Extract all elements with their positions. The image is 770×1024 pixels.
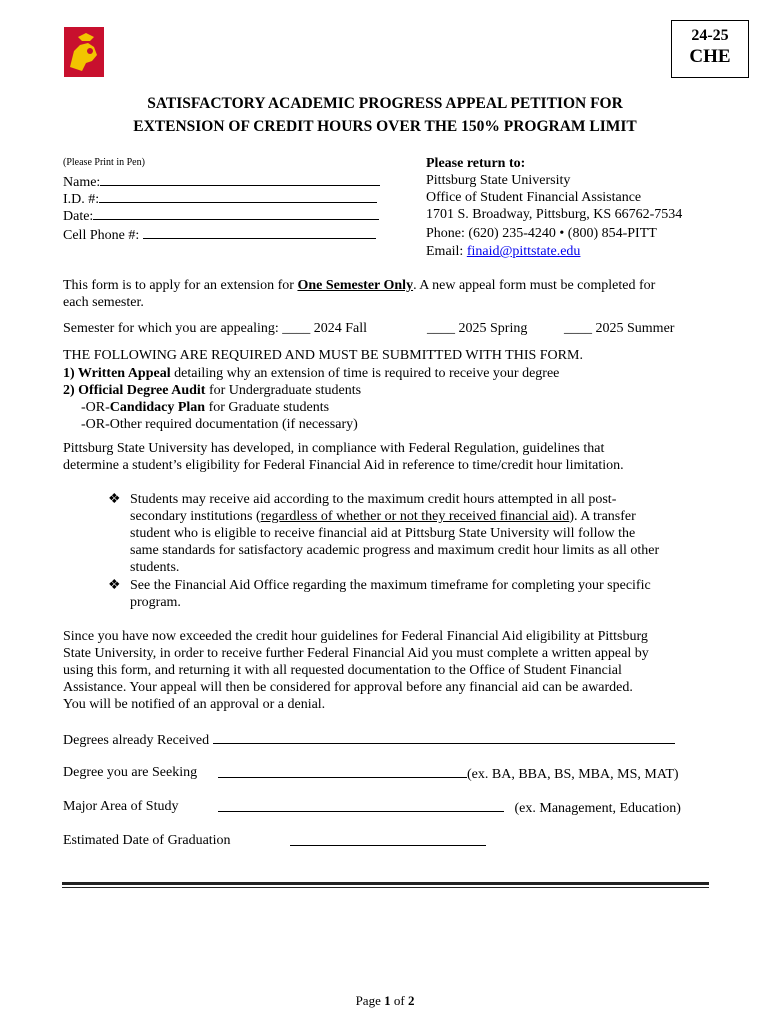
phone-input-line[interactable] (143, 225, 376, 239)
graduation-input-line[interactable] (290, 832, 486, 846)
page-number (0, 993, 770, 1009)
policy-line1: Pittsburg State University has developed, in compliance with Federal Regulation, guidelines that (63, 441, 605, 456)
requirement-item1 (63, 365, 559, 382)
page-word: Page (355, 993, 385, 1008)
intro-line2: each semester. (63, 295, 144, 310)
date-label: Date: (63, 209, 94, 224)
closing-line5: You will be notified of an approval or a denial. (63, 697, 326, 712)
form-code: CHE (689, 46, 731, 67)
email-link[interactable]: finaid@pittstate.edu (466, 244, 581, 259)
degree-seeking-label: Degree you are Seeking (63, 765, 198, 780)
gorilla-logo (64, 27, 104, 77)
intro-line1 (63, 277, 655, 294)
phone-field-row (63, 225, 376, 244)
major-hint: (ex. Management, Education) (514, 801, 681, 816)
intro-emphasis: One Semester Only (297, 278, 414, 293)
item2-text: for Undergraduate students (205, 383, 362, 398)
page-title-line1: SATISFACTORY ACADEMIC PROGRESS APPEAL PETITION FOR (147, 95, 623, 112)
bullet-item-2 (108, 577, 708, 611)
closing-line2: State University, in order to receive further Federal Financial Aid you must complete a written appeal by (63, 646, 649, 661)
name-label: Name: (63, 175, 101, 190)
bullet1-text-a: secondary institutions ( (130, 509, 261, 524)
item2-number: 2) (63, 383, 79, 398)
print-note: (Please Print in Pen) (63, 157, 145, 168)
semester-summer[interactable]: ____ 2025 Summer (564, 321, 675, 336)
closing-paragraph (63, 628, 708, 713)
graduation-row (290, 832, 486, 851)
item3-prefix: -OR- (81, 400, 110, 415)
requirements-heading: THE FOLLOWING ARE REQUIRED AND MUST BE SUBMITTED WITH THIS FORM. (63, 348, 583, 363)
bullet1-text-b: ). A transfer (569, 509, 636, 524)
intro-text: This form is to apply for an extension for (63, 278, 298, 293)
return-line1: Pittsburg State University (426, 173, 571, 188)
major-label: Major Area of Study (63, 799, 179, 814)
bullet1-line2 (130, 508, 708, 525)
degrees-received-label: Degrees already Received (63, 733, 210, 748)
degrees-received-row (63, 730, 675, 749)
date-field-row (63, 206, 379, 225)
bullet-item-1 (108, 491, 708, 576)
closing-line3: using this form, and returning it with all requested documentation to the Office of Student Financial (63, 663, 622, 678)
intro-text-cont: . A new appeal form must be completed for (413, 278, 656, 293)
diamond-bullet-icon: ❖ (108, 492, 121, 507)
bullet1-line3: student who is eligible to receive financial aid at Pittsburg State University will follow the (130, 526, 636, 541)
bullet2-line2: program. (130, 595, 181, 610)
semester-spring[interactable]: ____ 2025 Spring (427, 321, 528, 336)
major-input-line[interactable] (218, 798, 504, 812)
form-code-box (671, 20, 749, 78)
degrees-received-input-line[interactable] (213, 730, 675, 744)
closing-line4: Assistance. Your appeal will then be considered for approval before any financial aid can be awarded. (63, 680, 633, 695)
phone-label: Cell Phone #: (63, 228, 140, 243)
major-row (218, 798, 681, 817)
degree-seeking-row (218, 764, 679, 783)
item3-text: for Graduate students (205, 400, 330, 415)
id-input-line[interactable] (99, 189, 377, 203)
item3-title: Candidacy Plan (109, 400, 206, 415)
page-current: 1 (384, 993, 391, 1008)
diamond-bullet-icon: ❖ (108, 578, 121, 593)
item1-text: detailing why an extension of time is required to receive your degree (170, 366, 560, 381)
return-phone: Phone: (620) 235-4240 • (800) 854-PITT (426, 226, 657, 241)
bullet1-underlined: regardless of whether or not they received financial aid (260, 509, 570, 524)
email-label: Email: (426, 244, 467, 259)
item1-title: Written Appeal (77, 366, 171, 381)
degree-seeking-hint: (ex. BA, BBA, BS, MBA, MS, MAT) (467, 767, 679, 782)
page-total: 2 (407, 993, 415, 1008)
requirement-item3 (81, 399, 329, 416)
form-year: 24-25 (691, 27, 729, 44)
return-email-row (426, 243, 580, 260)
semester-label[interactable]: Semester for which you are appealing: ____ 2024 Fall (63, 321, 368, 336)
date-input-line[interactable] (93, 206, 379, 220)
requirement-item2 (63, 382, 361, 399)
divider-thick (62, 882, 709, 885)
return-line3: 1701 S. Broadway, Pittsburg, KS 66762-7534 (426, 207, 683, 222)
bullet1-line1: Students may receive aid according to the maximum credit hours attempted in all post- (130, 492, 617, 507)
item2-title: Official Degree Audit (78, 383, 206, 398)
closing-line1: Since you have now exceeded the credit hour guidelines for Federal Financial Aid eligibility at Pittsburg (63, 629, 648, 644)
page-of: of (390, 993, 408, 1008)
id-label: I.D. #: (63, 192, 100, 207)
divider-thin (62, 887, 709, 888)
bullet1-line5: students. (130, 560, 180, 575)
item1-number: 1) (63, 366, 78, 381)
requirement-item4: -OR-Other required documentation (if necessary) (81, 417, 358, 432)
policy-line2: determine a student’s eligibility for Federal Financial Aid in reference to time/credit hour limitation. (63, 458, 624, 473)
bullet2-line1: See the Financial Aid Office regarding the maximum timeframe for completing your specific (130, 578, 651, 593)
page-title-line2: EXTENSION OF CREDIT HOURS OVER THE 150% PROGRAM LIMIT (133, 118, 637, 135)
bullet1-line4: same standards for satisfactory academic progress and maximum credit hour limits as all other (130, 543, 660, 558)
return-line2: Office of Student Financial Assistance (426, 190, 642, 205)
name-input-line[interactable] (100, 172, 380, 186)
return-heading: Please return to: (426, 156, 526, 171)
degree-seeking-input-line[interactable] (218, 764, 467, 778)
graduation-label: Estimated Date of Graduation (63, 833, 231, 848)
